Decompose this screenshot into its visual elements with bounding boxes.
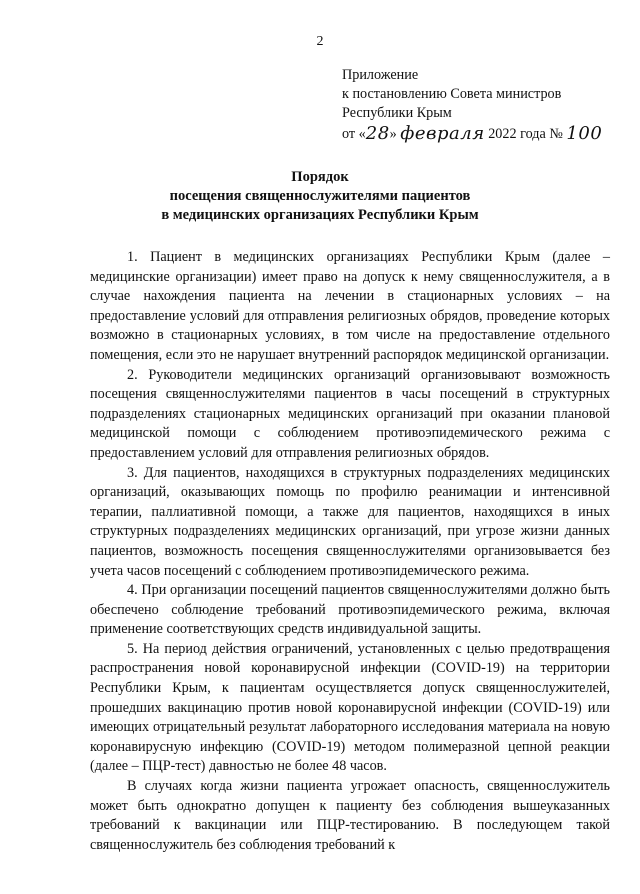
document-number-handwritten: 100 bbox=[566, 123, 603, 144]
paragraph-4: 4. При организации посещений пациентов священнослужителями должно быть обеспечено соблюдение требований противоэпидемического режима, включая применение соответствующих средств индивидуальной защиты. bbox=[90, 582, 610, 638]
appendix-line-2: к постановлению Совета министров bbox=[342, 86, 562, 102]
appendix-date-line bbox=[342, 123, 602, 144]
date-mid: » bbox=[389, 126, 401, 142]
date-prefix: от « bbox=[342, 126, 366, 142]
date-month-handwritten: февраля bbox=[400, 123, 485, 144]
title-line-2: посещения священнослужителями пациентов bbox=[169, 188, 471, 204]
document-title bbox=[0, 168, 640, 225]
paragraph-3: 3. Для пациентов, находящихся в структурных подразделениях медицинских организаций, оказывающих помощь по профилю реанимации и интенсивной терапии, паллиативной помощи, а также для пациентов, находящихся в иных структурных подразделениях медицинских организаций, при угрозе жизни данных пациентов, возможность посещения священнослужителями организовывается без учета часов посещений с соблюдением противоэпидемического режима. bbox=[90, 464, 610, 579]
paragraph-2: 2. Руководители медицинских организаций организовывают возможность посещения священнослужителями пациентов в часы посещений в структурных подразделениях стационарных медицинских организаций при оказании плановой медицинской помощи с соблюдением противоэпидемического режима с предоставлением условий для отправления религиозных обрядов. bbox=[90, 366, 610, 461]
title-line-1: Порядок bbox=[291, 169, 349, 185]
date-year: 2022 года № bbox=[484, 126, 567, 142]
title-line-3: в медицинских организациях Республики Крым bbox=[161, 207, 479, 223]
appendix-line-3: Республики Крым bbox=[342, 105, 452, 121]
appendix-line-1: Приложение bbox=[342, 67, 419, 83]
date-day-handwritten: 28 bbox=[365, 123, 390, 144]
paragraph-1: 1. Пациент в медицинских организациях Республики Крым (далее – медицинские организации) имеет право на допуск к нему священнослужителя, а в случае нахождения пациента на лечении в стационарных условиях – на предоставление условий для отправления религиозных обрядов, проведение которых возможно в стационарных условиях, в том числе на предоставление отдельного помещения, если это не нарушает внутренний распорядок медицинской организации. bbox=[90, 249, 610, 363]
paragraph-5: 5. На период действия ограничений, установленных с целью предотвращения распространения новой коронавирусной инфекции (COVID-19) на территории Республики Крым, к пациентам осуществляется допуск священнослужителей, прошедших вакцинацию против новой коронавирусной инфекции (COVID-19) или имеющих отрицательный результат лабораторного исследования материала на новую коронавирусную инфекцию (COVID-19) методом полимеразной цепной реакции (далее – ПЦР-тест) давностью не более 48 часов. bbox=[90, 640, 610, 775]
appendix-block bbox=[342, 66, 602, 144]
page-number: 2 bbox=[316, 34, 324, 49]
paragraph-6: В случаях когда жизни пациента угрожает опасность, священнослужитель может быть однократно допущен к пациенту без соблюдения вышеуказанных требований к вакцинации или ПЦР-тестированию. В последующем такой священнослужитель без соблюдения требований к bbox=[90, 778, 610, 853]
document-body bbox=[90, 248, 610, 855]
